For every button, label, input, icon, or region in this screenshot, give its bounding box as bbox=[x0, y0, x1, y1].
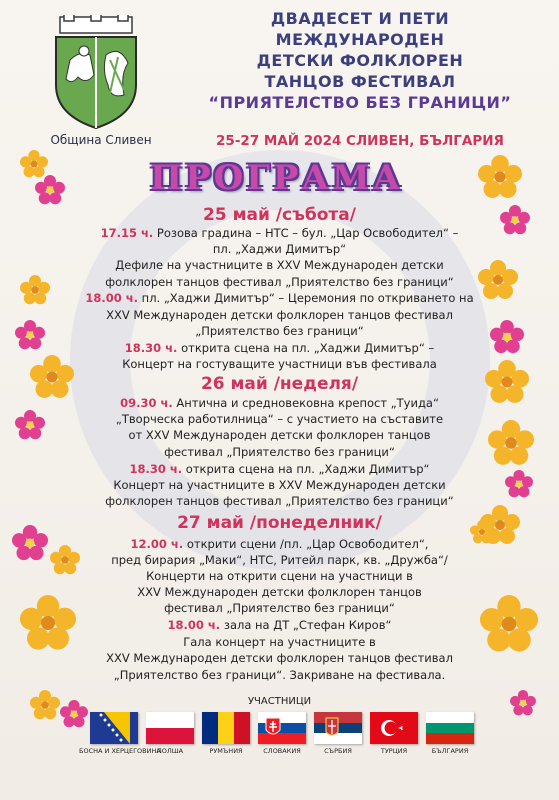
schedule-line bbox=[0, 428, 559, 442]
title-line: МЕЖДУНАРОДЕН bbox=[275, 30, 445, 49]
participant-country-name: ПОЛША bbox=[156, 747, 184, 755]
schedule-line bbox=[0, 537, 559, 551]
participant-country-name: СЛОВАКИЯ bbox=[263, 747, 301, 755]
event-text: фолклорен танцов фестивал „Приятелство без граници“ bbox=[105, 275, 454, 289]
event-time: 18.30 ч. bbox=[124, 341, 178, 355]
event-text: XXV Международен детски фолклорен танцов bbox=[137, 585, 422, 599]
schedule-line bbox=[0, 601, 559, 615]
coat-of-arms-logo bbox=[50, 15, 142, 130]
event-text: Концерт на гостуващите участници във фестивала bbox=[122, 357, 437, 371]
schedule-line bbox=[0, 396, 559, 410]
flower-icon bbox=[20, 150, 48, 178]
flower-icon bbox=[478, 155, 522, 199]
participant-country-name: БОСНА И ХЕРЦЕГОВИНА bbox=[79, 747, 161, 755]
schedule-line bbox=[0, 585, 559, 599]
event-text: XXV Международен детски фолклорен танцов фестивал bbox=[106, 308, 453, 322]
schedule-line bbox=[0, 242, 559, 256]
event-text: „Творческа работилница“ – с участието на съставите bbox=[115, 412, 444, 426]
festival-dates: 25-27 МАЙ 2024 СЛИВЕН, БЪЛГАРИЯ bbox=[216, 133, 504, 149]
event-text: „Приятелство без граници“. Закриване на фестивала. bbox=[113, 668, 446, 682]
event-time: 09.30 ч. bbox=[120, 396, 173, 410]
event-text: зала на ДТ „Стефан Киров“ bbox=[220, 618, 392, 632]
flag-icon bbox=[314, 712, 362, 744]
event-text: открити сцени /пл. „Цар Освободител“, bbox=[183, 537, 429, 551]
schedule-line bbox=[0, 618, 559, 632]
schedule-line bbox=[0, 462, 559, 476]
event-text: XXV Международен детски фолклорен танцов фестивал bbox=[106, 651, 453, 665]
title-line: ДЕТСКИ ФОЛКЛОРЕН bbox=[256, 51, 464, 70]
event-text: открита сцена на пл. „Хаджи Димитър“ bbox=[182, 462, 430, 476]
day-heading: 25 май /събота/ bbox=[203, 205, 356, 225]
schedule-line bbox=[0, 651, 559, 665]
schedule-line bbox=[0, 291, 559, 305]
schedule-line bbox=[0, 324, 559, 338]
event-text: Концерт на участниците в XXV Международен детски bbox=[113, 478, 446, 492]
schedule-line bbox=[0, 569, 559, 583]
flower-icon bbox=[35, 175, 65, 205]
day-heading: 27 май /понеделник/ bbox=[177, 513, 382, 533]
event-time: 12.00 ч. bbox=[130, 537, 184, 551]
event-text: пл. „Хаджи Димитър“ bbox=[212, 242, 347, 256]
schedule-line bbox=[0, 445, 559, 459]
flag-icon bbox=[370, 712, 418, 744]
event-text: пред бирария „Маки“, НТС, Ритейл парк, кв. „Дружба“/ bbox=[111, 553, 448, 567]
event-text: Дефиле на участниците в XXV Международен детски bbox=[115, 258, 444, 272]
flag-icon bbox=[202, 712, 250, 744]
participant-country-name: ТУРЦИЯ bbox=[380, 747, 408, 755]
event-text: открита сцена на пл. „Хаджи Димитър“ – bbox=[177, 341, 435, 355]
event-text: фестивал „Приятелство без граници“ bbox=[164, 601, 395, 615]
event-text: Гала концерт на участниците в bbox=[183, 635, 376, 649]
flag-icon bbox=[90, 712, 138, 744]
municipality-label: Община Сливен bbox=[50, 133, 152, 147]
event-time: 18.30 ч. bbox=[129, 462, 183, 476]
event-text: Концерти на открити сцени на участници в bbox=[146, 569, 413, 583]
schedule-line bbox=[0, 494, 559, 508]
participant-country-name: СЪРБИЯ bbox=[324, 747, 352, 755]
schedule-line bbox=[0, 341, 559, 355]
flag-icon bbox=[146, 712, 194, 744]
schedule-line bbox=[0, 275, 559, 289]
day-heading: 26 май /неделя/ bbox=[200, 374, 359, 394]
schedule-line bbox=[0, 668, 559, 682]
schedule-line bbox=[0, 478, 559, 492]
event-time: 17.15 ч. bbox=[100, 226, 154, 240]
schedule-line bbox=[0, 412, 559, 426]
flower-icon bbox=[488, 420, 534, 466]
schedule-line bbox=[0, 635, 559, 649]
flag-icon bbox=[258, 712, 306, 744]
event-text: фолклорен танцов фестивал „Приятелство без граници“ bbox=[105, 494, 454, 508]
event-text: пл. „Хаджи Димитър“ – Церемония по откриването на bbox=[138, 291, 474, 305]
event-text: от XXV Международен детски фолклорен танцов bbox=[128, 428, 431, 442]
schedule-line bbox=[0, 258, 559, 272]
event-text: Антична и средновековна крепост „Туида“ bbox=[172, 396, 439, 410]
title-line: ДВАДЕСЕТ И ПЕТИ bbox=[270, 9, 450, 28]
event-time: 18.00 ч. bbox=[167, 618, 221, 632]
event-time: 18.00 ч. bbox=[85, 291, 139, 305]
flag-icon bbox=[426, 712, 474, 744]
participant-country-name: РУМЪНИЯ bbox=[209, 747, 243, 755]
schedule-line bbox=[0, 357, 559, 371]
schedule-line bbox=[0, 226, 559, 240]
event-text: фестивал „Приятелство без граници“ bbox=[164, 445, 395, 459]
event-text: „Приятелство без граници“ bbox=[195, 324, 364, 338]
participants-title: УЧАСТНИЦИ bbox=[247, 696, 312, 707]
schedule-line bbox=[0, 553, 559, 567]
program-heading: ПРОГРАМА bbox=[150, 158, 404, 198]
participant-country-name: БЪЛГАРИЯ bbox=[431, 747, 469, 755]
schedule-line bbox=[0, 308, 559, 322]
title-line: “ПРИЯТЕЛСТВО БЕЗ ГРАНИЦИ” bbox=[208, 93, 512, 112]
event-text: Розова градина – НТС – бул. „Цар Освободител“ – bbox=[153, 226, 459, 240]
festival-title bbox=[170, 8, 550, 113]
title-line: ТАНЦОВ ФЕСТИВАЛ bbox=[264, 72, 456, 91]
